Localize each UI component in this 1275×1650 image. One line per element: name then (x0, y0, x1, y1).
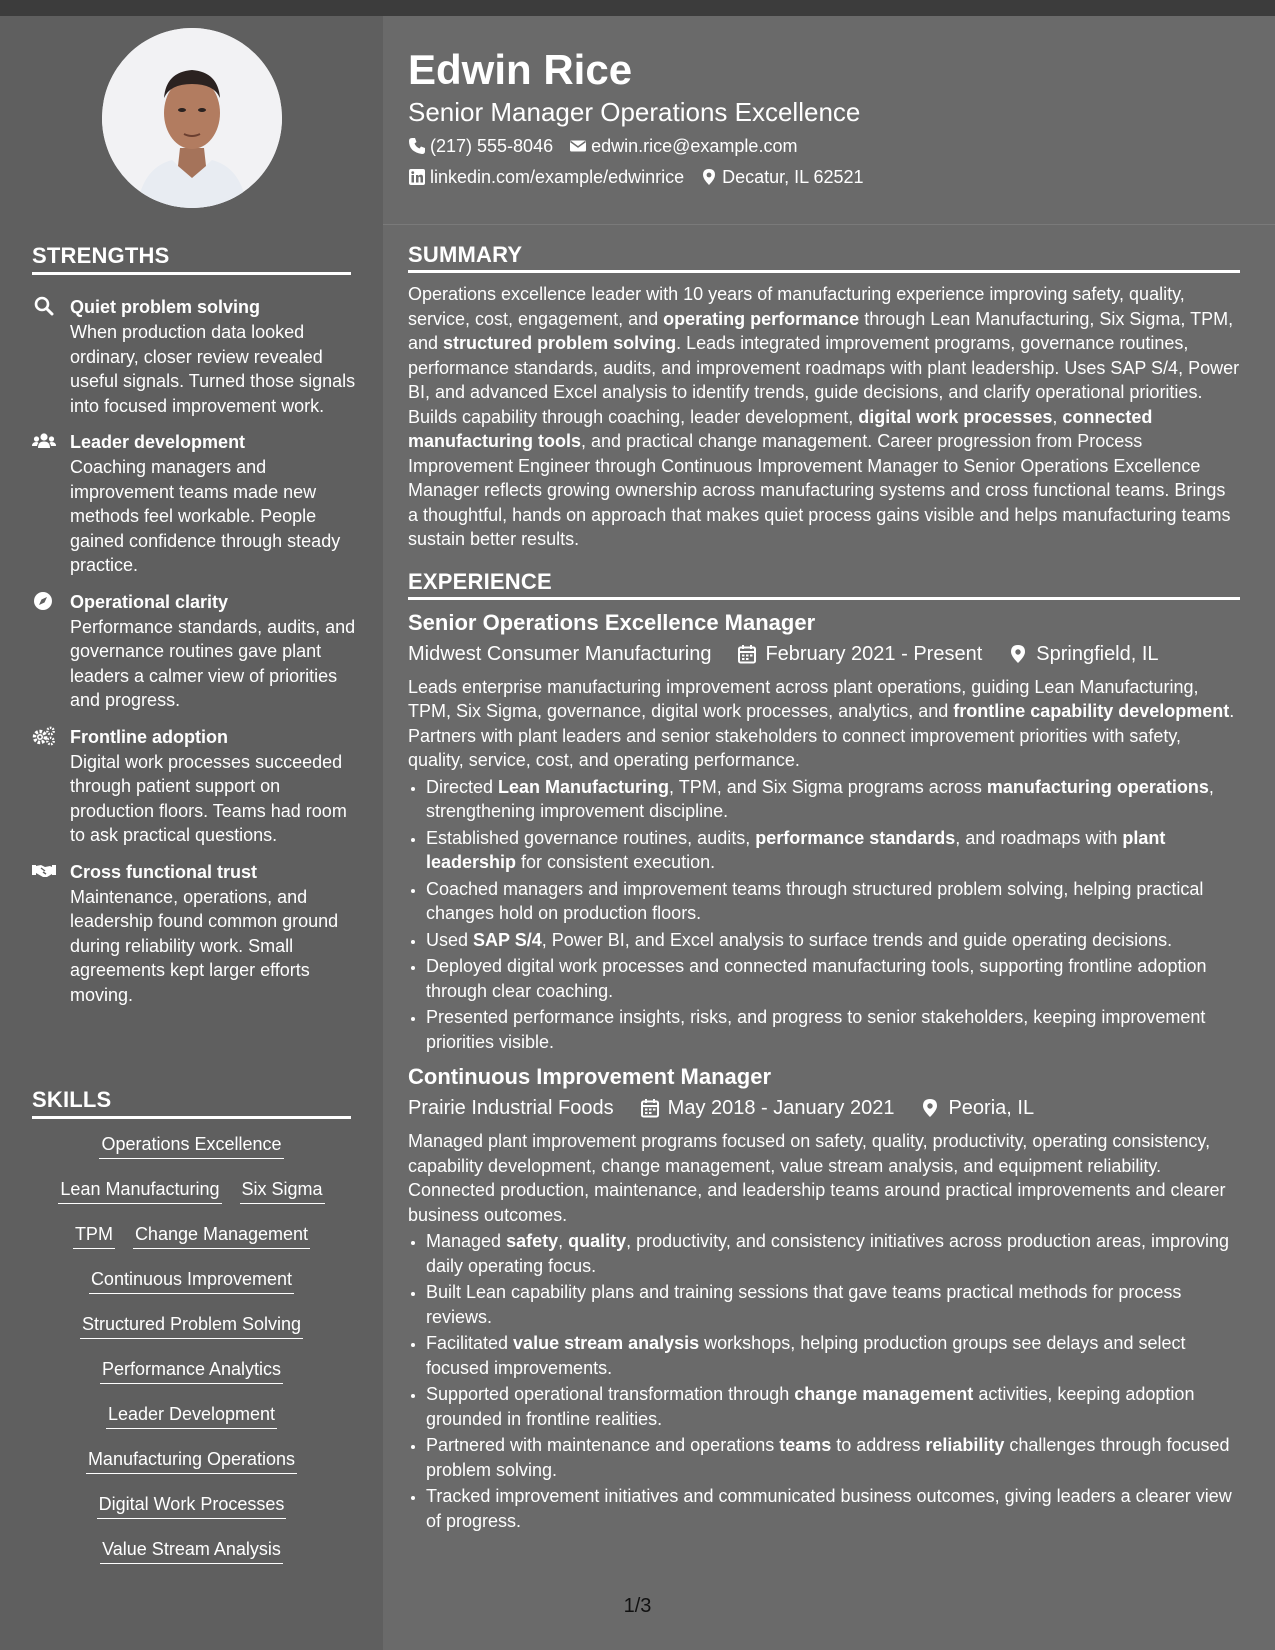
phone-contact[interactable] (408, 133, 553, 159)
phone-icon (408, 137, 426, 155)
job-title: Senior Operations Excellence Manager (408, 609, 816, 635)
candidate-name: Edwin Rice (408, 46, 633, 93)
strength-item (32, 430, 357, 578)
email-contact[interactable] (569, 133, 797, 159)
job-bullet: • Partnered with maintenance and operations teams to address reliability challenges through focused problem solving. (426, 1433, 1240, 1482)
job-bullet: • Built Lean capability plans and training sessions that gave teams practical methods for process reviews. (426, 1280, 1240, 1329)
job-dates: February 2021 - Present (765, 642, 983, 665)
strength-item (32, 860, 357, 1008)
strength-item (32, 295, 357, 418)
map-pin-icon (920, 1098, 940, 1118)
job-location: Peoria, IL (948, 1097, 1035, 1119)
job-bullet: • Supported operational transformation through change management activities, keeping adoption grounded in frontline realities. (426, 1382, 1240, 1431)
strength-title: Frontline adoption (70, 726, 228, 747)
linkedin-icon (408, 168, 426, 186)
strength-description: Maintenance, operations, and leadership found common ground during reliability work. Small agreements kept larger efforts moving. (70, 886, 339, 1005)
strength-item (32, 590, 357, 713)
contact-row (408, 133, 797, 159)
job-bullet: • Used SAP S/4, Power BI, and Excel analysis to surface trends and guide operating decisions. (426, 928, 1240, 953)
skill-tag: Lean Manufacturing (58, 1176, 221, 1204)
skill-tag: TPM (73, 1221, 115, 1249)
users-icon (32, 431, 56, 451)
linkedin-contact[interactable] (408, 164, 684, 190)
job-bullet: • Facilitated value stream analysis workshops, helping production groups see delays and select focused improvements. (426, 1331, 1240, 1380)
job-bullet: • Directed Lean Manufacturing, TPM, and Six Sigma programs across manufacturing operations, strengthening improvement discipline. (426, 775, 1240, 824)
envelope-icon (569, 137, 587, 155)
phone-text: (217) 555-8046 (430, 136, 554, 156)
strength-description: Coaching managers and improvement teams made new methods feel workable. People gained confidence through steady practice. (70, 457, 341, 575)
skills-list (32, 1131, 351, 1581)
skill-tag: Value Stream Analysis (100, 1536, 283, 1564)
calendar-icon (737, 644, 757, 664)
summary-text: Operations excellence leader with 10 years of manufacturing experience improving safety, quality, service, cost, engagement, and operating performance through Lean Manufacturing, Six Sigma, TPM, and structured problem solving. Leads integrated improvement programs, governance routines, performance standards, audits, and improvement roadmaps with plant leadership. Uses SAP S/4, Power BI, and advanced Excel analysis to identify trends, guide decisions, and clarify operational priorities. Builds capability through coaching, leader development, digital work processes, connected manufacturing tools, and practical change management. Career progression from Process Improvement Engineer through Continuous Improvement Manager to Senior Operations Excellence Manager reflects growing ownership across manufacturing systems and cross functional teams. Brings a thoughtful, hands on approach that makes quiet process gains visible and helps manufacturing teams sustain better results. (408, 284, 1240, 549)
strength-title: Leader development (70, 432, 246, 452)
skill-tag: Operations Excellence (99, 1131, 283, 1159)
job-meta (408, 1094, 1240, 1122)
strength-title: Operational clarity (70, 591, 229, 612)
job-bullet: • Tracked improvement initiatives and communicated business outcomes, giving leaders a clearer view of progress. (426, 1484, 1240, 1533)
search-icon (32, 296, 56, 316)
skill-tag: Performance Analytics (100, 1356, 283, 1384)
skill-tag: Continuous Improvement (89, 1266, 294, 1294)
job-bullet: • Presented performance insights, risks, and progress to senior stakeholders, keeping improvement priorities visible. (426, 1005, 1240, 1054)
job-location: Springfield, IL (1036, 642, 1159, 665)
job-entry (408, 608, 1240, 1055)
map-pin-icon (1008, 644, 1028, 664)
candidate-title: Senior Manager Operations Excellence (408, 97, 861, 127)
job-dates: May 2018 - January 2021 (667, 1097, 895, 1119)
strength-description: Digital work processes succeeded through patient support on production floors. Teams had room to ask practical questions. (70, 751, 347, 845)
job-bullet: • Coached managers and improvement teams through structured problem solving, helping practical changes hold on production floors. (426, 877, 1240, 926)
linkedin-text: linkedin.com/example/edwinrice (430, 167, 685, 187)
contact-row (408, 164, 864, 190)
email-text: edwin.rice@example.com (591, 136, 798, 156)
job-bullets (408, 775, 1240, 1055)
calendar-icon (640, 1098, 660, 1118)
job-bullet: • Managed safety, quality, productivity, and consistency initiatives across production areas, improving daily operating focus. (426, 1229, 1240, 1278)
skills-heading: SKILLS (32, 1087, 351, 1119)
job-bullet: • Deployed digital work processes and connected manufacturing tools, supporting frontline adoption through clear coaching. (426, 954, 1240, 1003)
job-meta (408, 640, 1240, 668)
top-bar (0, 0, 1275, 16)
profile-photo-icon (102, 28, 282, 208)
job-bullet: • Established governance routines, audits, performance standards, and roadmaps with plant leadership for consistent execution. (426, 826, 1240, 875)
experience-heading: EXPERIENCE (408, 569, 1240, 600)
skill-tag: Digital Work Processes (97, 1491, 287, 1519)
strength-title: Quiet problem solving (70, 297, 261, 317)
job-title: Continuous Improvement Manager (408, 1064, 772, 1089)
avatar (102, 28, 282, 208)
sidebar (0, 16, 383, 1650)
job-bullets (408, 1229, 1240, 1533)
handshake-icon (32, 861, 56, 881)
skill-tag: Change Management (133, 1221, 310, 1249)
job-description: Managed plant improvement programs focused on safety, quality, productivity, operating consistency, capability development, change management, value stream analysis, and equipment reliability. Connected production, maintenance, and leadership teams around practical improvements and clearer business outcomes. (408, 1131, 1226, 1225)
location-contact (700, 164, 863, 190)
skill-tag: Leader Development (106, 1401, 277, 1429)
job-entry (408, 1062, 1240, 1533)
skill-tag: Structured Problem Solving (80, 1311, 303, 1339)
summary-section (408, 242, 1240, 1535)
strengths-list (32, 295, 357, 1019)
job-description: Leads enterprise manufacturing improvement across plant operations, guiding Lean Manufacturing, TPM, Six Sigma, governance, digital work processes, analytics, and frontline capability development. Partners with plant leaders and senior stakeholders to connect improvement priorities with safety, quality, service, cost, and operating performance. (408, 676, 1235, 770)
company-name: Midwest Consumer Manufacturing (408, 642, 712, 665)
skill-tag: Six Sigma (240, 1176, 325, 1204)
strength-title: Cross functional trust (70, 861, 258, 882)
page-number: 1/3 (623, 1595, 652, 1617)
summary-heading: SUMMARY (408, 242, 1240, 273)
company-name: Prairie Industrial Foods (408, 1097, 614, 1119)
location-text: Decatur, IL 62521 (722, 167, 864, 187)
cogs-icon (32, 726, 56, 746)
map-pin-icon (700, 168, 718, 186)
strengths-heading: STRENGTHS (32, 243, 351, 275)
compass-icon (32, 591, 56, 611)
strength-item (32, 725, 357, 848)
skill-tag: Manufacturing Operations (86, 1446, 297, 1474)
strength-description: When production data looked ordinary, closer review revealed useful signals. Turned those signals into focused improvement work. (70, 322, 356, 416)
header-divider (383, 224, 1275, 225)
strength-description: Performance standards, audits, and governance routines gave plant leaders a calmer view of priorities and progress. (70, 616, 356, 710)
